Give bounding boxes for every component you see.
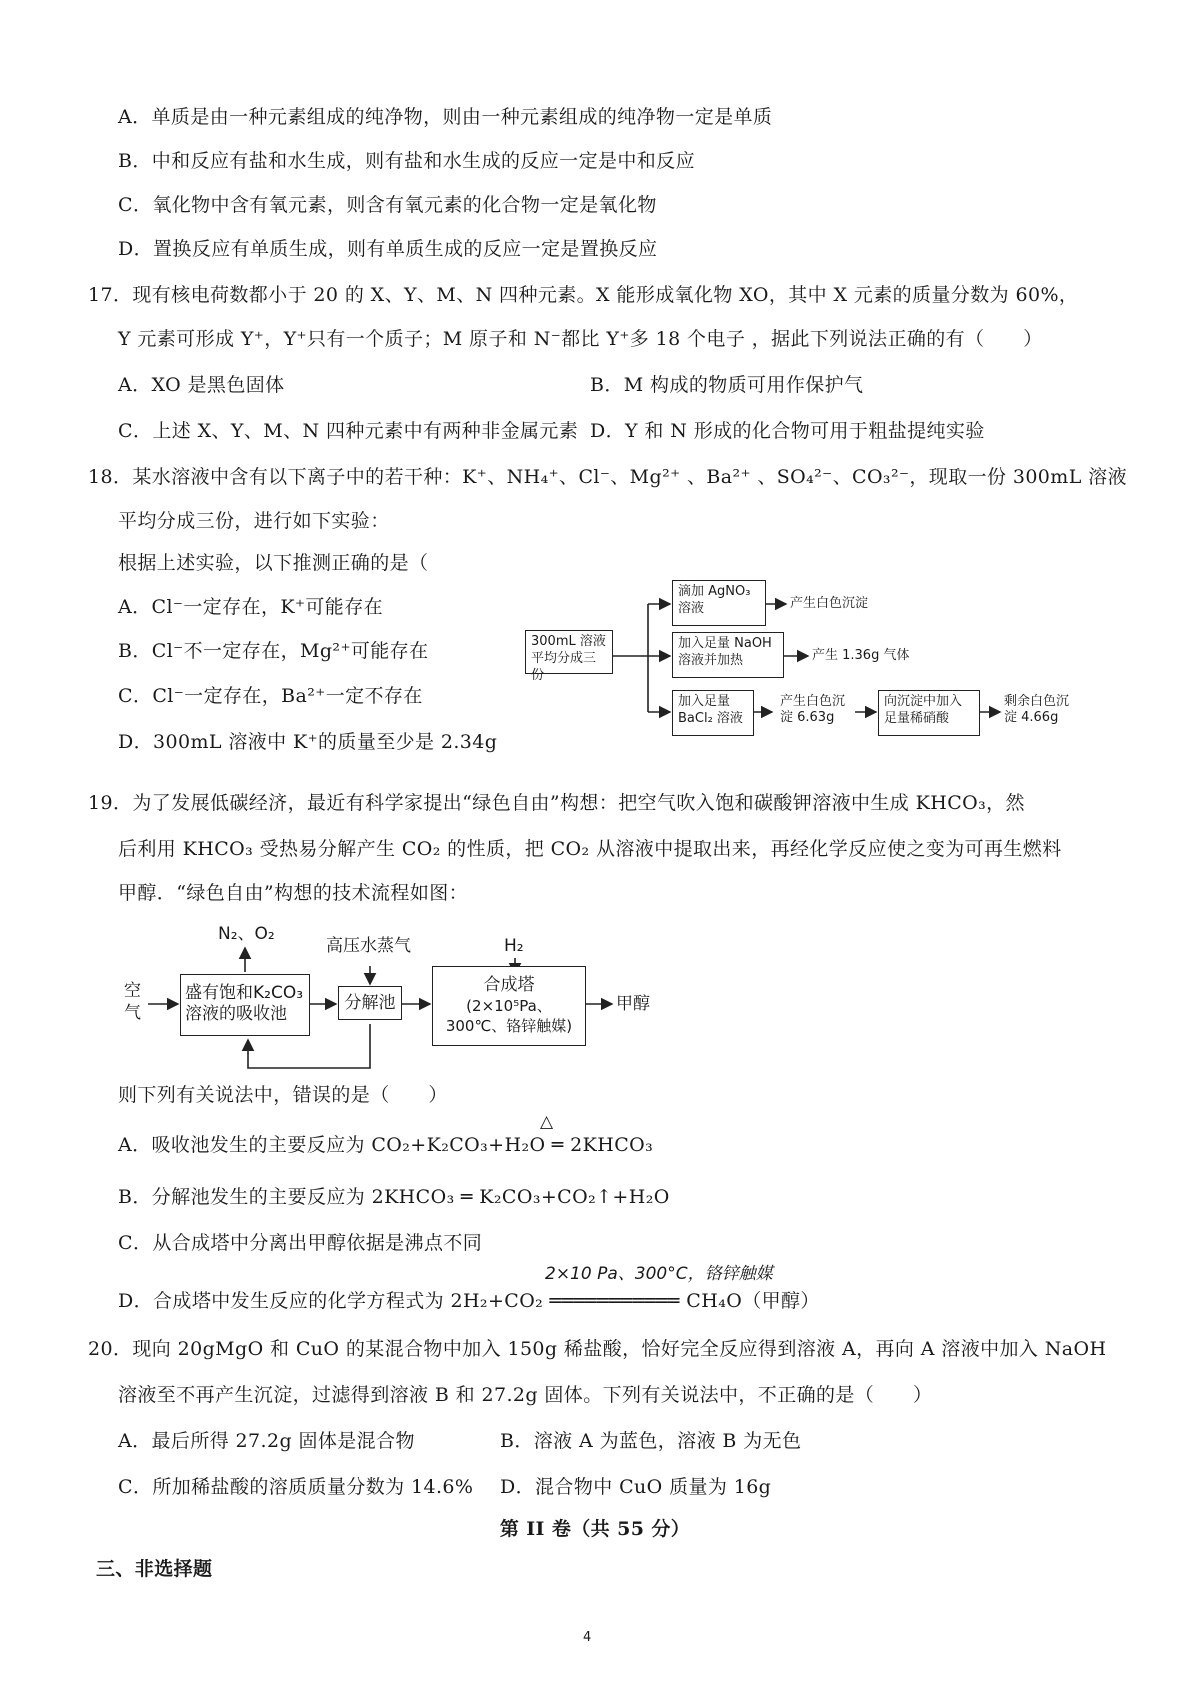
q19-stem-line1: 19．为了发展低碳经济，最近有科学家提出“绿色自由”构想：把空气吹入饱和碳酸钾溶液中生成 KHCO₃，然 xyxy=(88,792,1025,814)
q18-flow-hno3-box: 向沉淀中加入足量稀硝酸 xyxy=(878,690,980,736)
q20-option-c: C．所加稀盐酸的溶质质量分数为 14.6% xyxy=(118,1476,474,1498)
q16-option-a: A．单质是由一种元素组成的纯净物，则由一种元素组成的纯净物一定是单质 xyxy=(118,106,773,128)
q16-option-c: C．氧化物中含有氧元素，则含有氧元素的化合物一定是氧化物 xyxy=(118,194,657,216)
q16-option-d: D．置换反应有单质生成，则有单质生成的反应一定是置换反应 xyxy=(118,238,658,260)
page-number: 4 xyxy=(583,1630,592,1645)
q19-flow-decomp-box: 分解池 xyxy=(338,986,402,1020)
q16-option-b: B．中和反应有盐和水生成，则有盐和水生成的反应一定是中和反应 xyxy=(118,150,695,172)
q19-flow-tower-cond: (2×10⁵Pa、300℃、铬锌触媒) xyxy=(445,997,573,1035)
q18-option-c: C．Cl⁻一定存在，Ba²⁺一定不存在 xyxy=(118,685,423,707)
q19-option-b: B．分解池发生的主要反应为 2KHCO₃ ═ K₂CO₃+CO₂↑+H₂O xyxy=(118,1186,670,1208)
q18-flow-result-4: 剩余白色沉淀 4.66g xyxy=(1004,694,1070,725)
q20-option-d: D．混合物中 CuO 质量为 16g xyxy=(500,1476,772,1498)
q19-option-c: C．从合成塔中分离出甲醇依据是沸点不同 xyxy=(118,1232,483,1254)
q19-flow-steam: 高压水蒸气 xyxy=(326,936,411,956)
q18-flow-agno3-box: 滴加 AgNO₃ 溶液 xyxy=(672,580,766,626)
q19-option-d: D．合成塔中发生反应的化学方程式为 2H₂+CO₂ ═══════════ CH₄O（甲醇） xyxy=(118,1290,820,1312)
part-2-title: 第 II 卷（共 55 分） xyxy=(499,1518,691,1540)
q18-stem-line1: 18．某水溶液中含有以下离子中的若干种：K⁺、NH₄⁺、Cl⁻、Mg²⁺ 、Ba²⁺ 、SO₄²⁻、CO₃²⁻，现取一份 300mL 溶液 xyxy=(88,466,1127,488)
q18-flow-naoh-box: 加入足量 NaOH 溶液并加热 xyxy=(672,632,784,678)
q19-option-a: A．吸收池发生的主要反应为 CO₂+K₂CO₃+H₂O ═ 2KHCO₃ xyxy=(118,1134,654,1156)
section-heading: 三、非选择题 xyxy=(96,1558,213,1580)
q18-flow-result-3: 产生白色沉淀 6.63g xyxy=(780,694,846,725)
q17-stem-line2: Y 元素可形成 Y⁺，Y⁺只有一个质子；M 原子和 N⁻都比 Y⁺多 18 个电子 ，据此下列说法正确的有（ ） xyxy=(118,328,1043,350)
q20-stem-line2: 溶液至不再产生沉淀，过滤得到溶液 B 和 27.2g 固体。下列有关说法中，不正确的是（ ） xyxy=(118,1384,933,1406)
q19-option-a-condition: △ xyxy=(540,1112,554,1132)
q17-option-c: C．上述 X、Y、M、N 四种元素中有两种非金属元素 xyxy=(118,420,579,442)
q20-option-b: B．溶液 A 为蓝色，溶液 B 为无色 xyxy=(500,1430,802,1452)
q19-question: 则下列有关说法中，错误的是（ ） xyxy=(118,1084,448,1106)
q18-flow-bacl2-box: 加入足量 BaCl₂ 溶液 xyxy=(672,690,754,736)
q17-option-b: B．M 构成的物质可用作保护气 xyxy=(590,374,864,396)
q18-option-b: B．Cl⁻不一定存在，Mg²⁺可能存在 xyxy=(118,640,429,662)
q19-flow-tower-title: 合成塔 xyxy=(483,975,535,995)
q19-flow-n2o2: N₂、O₂ xyxy=(218,924,275,944)
q17-stem-line1: 17．现有核电荷数都小于 20 的 X、Y、M、N 四种元素。X 能形成氧化物 XO，其中 X 元素的质量分数为 60%， xyxy=(88,284,1079,306)
q19-stem-line2: 后利用 KHCO₃ 受热易分解产生 CO₂ 的性质，把 CO₂ 从溶液中提取出来，再经化学反应使之变为可再生燃料 xyxy=(118,838,1062,860)
q18-option-a: A．Cl⁻一定存在，K⁺可能存在 xyxy=(118,596,383,618)
q17-option-a: A．XO 是黑色固体 xyxy=(118,374,285,396)
q17-option-d: D．Y 和 N 形成的化合物可用于粗盐提纯实验 xyxy=(590,420,985,442)
q18-stem-line3: 根据上述实验，以下推测正确的是（ xyxy=(118,552,429,574)
q19-flow-air: 空气 xyxy=(124,981,141,1023)
q18-flow-start-box: 300mL 溶液平均分成三份 xyxy=(525,630,613,674)
q18-flow-result-1: 产生白色沉淀 xyxy=(790,596,869,611)
q19-option-d-condition: 2×10 Pa、300°C，铬锌触媒 xyxy=(545,1264,773,1284)
q20-stem-line1: 20．现向 20gMgO 和 CuO 的某混合物中加入 150g 稀盐酸，恰好完全反应得到溶液 A，再向 A 溶液中加入 NaOH xyxy=(88,1338,1107,1360)
q19-flow-absorb-box: 盛有饱和K₂CO₃溶液的吸收池 xyxy=(180,974,310,1036)
q19-stem-line3: 甲醇．“绿色自由”构想的技术流程如图： xyxy=(118,882,469,904)
q18-option-d: D．300mL 溶液中 K⁺的质量至少是 2.34g xyxy=(118,731,498,753)
q19-flow-h2: H₂ xyxy=(504,936,524,956)
q19-flow-tower-box xyxy=(432,966,586,1046)
q18-flow-result-2: 产生 1.36g 气体 xyxy=(812,648,910,663)
q19-flow-methanol: 甲醇 xyxy=(616,994,650,1014)
q20-option-a: A．最后所得 27.2g 固体是混合物 xyxy=(118,1430,415,1452)
q18-stem-line2: 平均分成三份，进行如下实验： xyxy=(118,510,390,532)
